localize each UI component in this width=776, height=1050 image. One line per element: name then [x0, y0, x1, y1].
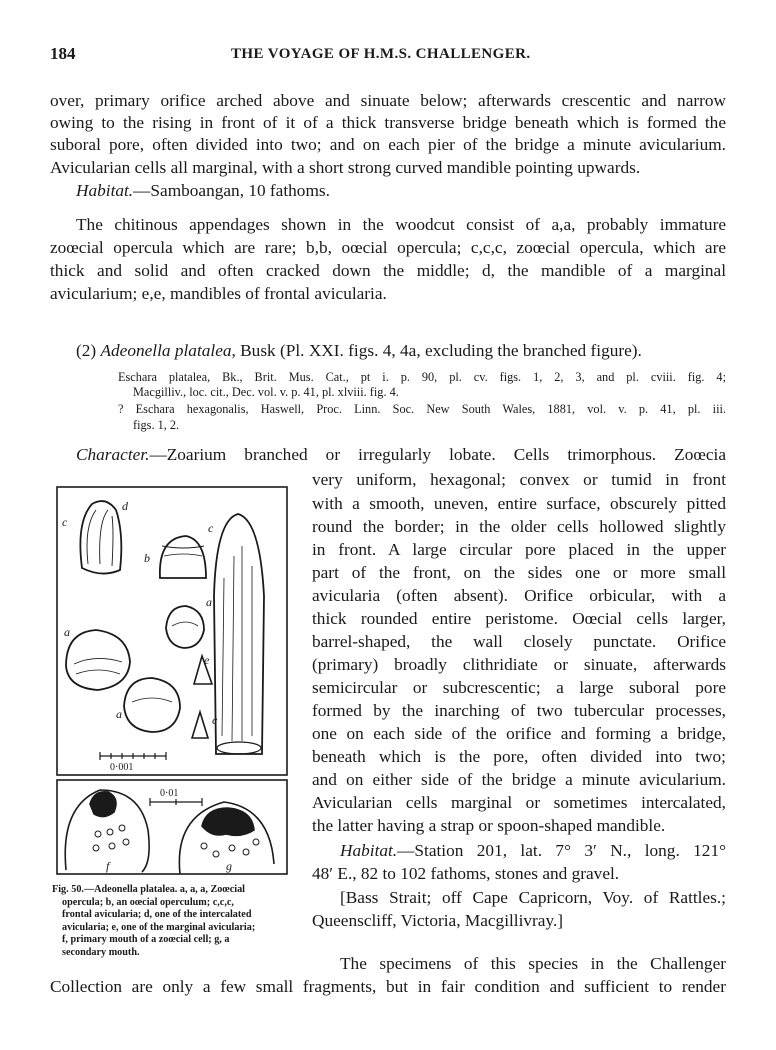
caption-line: Fig. 50.—Adeonella platalea. a, a, a, Zoœcial — [52, 884, 245, 895]
habitat-line — [76, 180, 330, 202]
page-number: 184 — [50, 44, 76, 63]
text-line: semicircular or subcrescentic; a large suboral pore — [312, 678, 726, 697]
species-heading — [76, 340, 642, 362]
text-line: Collection are only a few small fragments, but in fair condition and sufficient to render — [50, 977, 726, 996]
text-line: over, primary orifice arched above and sinuate below; afterwards crescentic and narrow — [50, 91, 726, 110]
text-line: one on each side of the orifice and forming a bridge, — [312, 724, 726, 743]
text-line: and on either side of the bridge a minute avicularium. — [312, 770, 726, 789]
figure-label-a: a — [116, 707, 122, 721]
text-line: suboral pore, often divided into two; and on each pier of the bridge a minute avicularium. — [50, 135, 726, 154]
operculum-a-3 — [124, 678, 180, 732]
figure-50-illustration — [56, 486, 290, 876]
text-line: very uniform, hexagonal; convex or tumid in front — [312, 470, 726, 489]
operculum-b — [160, 536, 206, 578]
species-name: Adeonella platalea — [100, 341, 232, 360]
figure-label-c: c — [62, 515, 68, 529]
text-line: thick and solid and often cracked down the middle; d, the mandible of a marginal — [50, 261, 726, 280]
text-line: avicularia (often absent). Orifice orbicular, with a — [312, 586, 726, 605]
caption-line: opercula; b, an oœcial operculum; c,c,c, — [62, 896, 234, 908]
character-line — [76, 444, 726, 466]
running-title: THE VOYAGE OF H.M.S. CHALLENGER. — [231, 46, 531, 62]
avicularium-c-small — [192, 712, 208, 738]
text-line: with a smooth, uneven, entire surface, obscurely pitted — [312, 494, 726, 513]
habitat-label: Habitat. — [340, 841, 398, 860]
figure-label-a: a — [206, 595, 212, 609]
text-line: Avicularian cells all marginal, with a short strong curved mandible pointing upwards. — [50, 158, 641, 177]
operculum-a-1 — [66, 630, 130, 690]
figure-label-c: c — [208, 521, 214, 535]
figure-label-f: f — [106, 859, 110, 873]
scale-bar-bottom — [150, 798, 202, 806]
text-line: the latter having a strap or spoon-shaped mandible. — [312, 816, 666, 835]
text-line: thick rounded entire peristome. Oœcial cells larger, — [312, 609, 726, 628]
figure-label-b: b — [144, 551, 150, 565]
habitat-text: —Samboangan, 10 fathoms. — [133, 181, 330, 200]
figure-label-a: a — [64, 625, 70, 639]
synonymy-line: Eschara platalea, Bk., Brit. Mus. Cat., pt i. p. 90, pl. cv. figs. 1, 2, 3, and pl. cviii. fig. 4; — [118, 370, 726, 384]
operculum-a-2 — [166, 606, 204, 648]
figure-label-d: d — [122, 499, 128, 513]
figure-label-e: e — [204, 653, 210, 667]
text-line: The specimens of this species in the Challenger — [340, 954, 726, 973]
text-line: 48′ E., 82 to 102 fathoms, stones and gravel. — [312, 864, 620, 883]
habitat-text: —Station 201, lat. 7° 3′ N., long. 121° — [397, 841, 726, 860]
text-line: owing to the rising in front of it of a thick transverse bridge beneath which is formed the — [50, 113, 726, 132]
synonymy-line: Macgilliv., loc. cit., Dec. vol. v. p. 41, pl. xlviii. fig. 4. — [133, 385, 399, 399]
species-authority: , Busk (Pl. XXI. figs. 4, 4a, excluding the branched figure). — [231, 341, 642, 360]
mandible-d — [80, 501, 121, 573]
synonymy-line: figs. 1, 2. — [133, 418, 180, 432]
species-number: (2) — [76, 341, 97, 360]
text-line: avicularium; e,e, mandibles of frontal avicularia. — [50, 284, 387, 303]
caption-line: avicularia; e, one of the marginal avicularia; — [62, 921, 256, 933]
figure-label-c: c — [212, 713, 218, 727]
caption-line: f, primary mouth of a zoœcial cell; g, a — [62, 934, 230, 945]
scale-bar-top — [100, 752, 166, 760]
habitat-line — [340, 840, 726, 862]
text-line: [Bass Strait; off Cape Capricorn, Voy. of Rattles.; — [340, 888, 726, 907]
text-line: The chitinous appendages shown in the woodcut consist of a,a, probably immature — [76, 215, 726, 234]
text-line: Queenscliff, Victoria, Macgillivray.] — [312, 911, 564, 930]
text-line: round the border; in the older cells hollowed slightly — [312, 517, 726, 536]
scale-label-bottom: 0·01 — [160, 788, 179, 799]
text-line: (primary) broadly clithridiate or sinuate, afterwards — [312, 655, 726, 674]
text-line: formed by the inarching of two tubercular processes, — [312, 701, 726, 720]
text-line: part of the front, on the sides one or more small — [312, 563, 726, 582]
text-line: Avicularian cells marginal or sometimes intercalated, — [312, 793, 726, 812]
caption-line: frontal avicularia; d, one of the intercalated — [62, 909, 252, 920]
synonymy-line: ? Eschara hexagonalis, Haswell, Proc. Linn. Soc. New South Wales, 1881, vol. v. p. 41, pl. iii. — [118, 402, 726, 416]
text-line: in front. A large circular pore placed in the upper — [312, 540, 726, 559]
text-line: zoœcial opercula which are rare; b,b, oœcial opercula; c,c,c, zoœcial opercula, which are — [50, 238, 726, 257]
character-text: —Zoarium branched or irregularly lobate. Cells trimorphous. Zoœcia — [149, 445, 726, 464]
figure-caption — [52, 884, 298, 959]
text-line: beneath which is the pore, often divided into two; — [312, 747, 726, 766]
habitat-label: Habitat. — [76, 181, 134, 200]
figure-label-g: g — [226, 859, 232, 873]
avicularium-c-large — [214, 514, 264, 754]
character-label: Character. — [76, 445, 150, 464]
scale-label-top: 0·001 — [110, 762, 134, 773]
caption-line: secondary mouth. — [62, 946, 140, 958]
text-line: barrel-shaped, the wall closely punctate. Orifice — [312, 632, 726, 651]
